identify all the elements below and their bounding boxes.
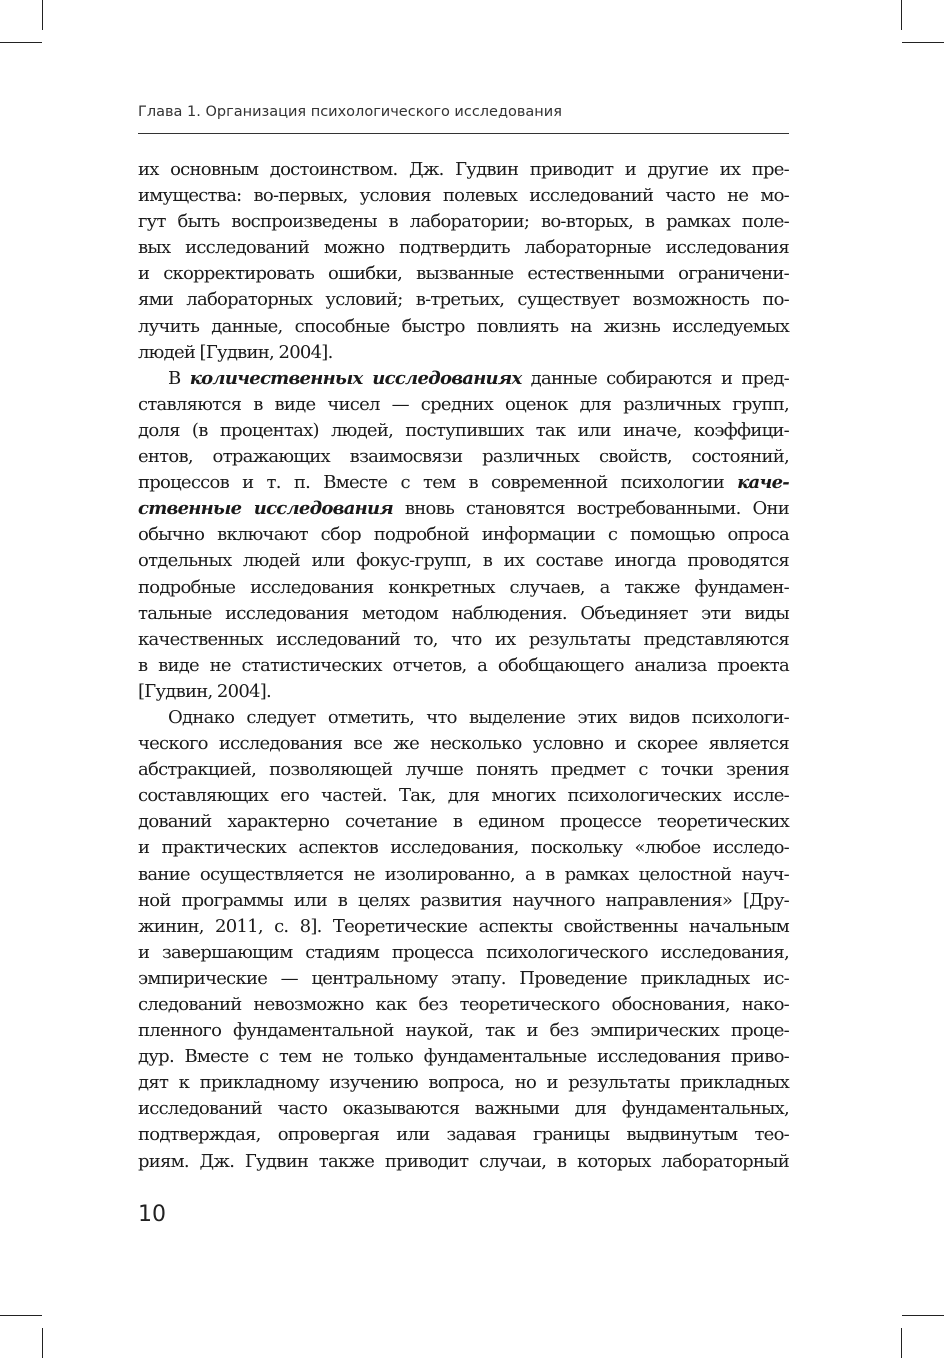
text-line: дований характерно сочетание в едином процессе теоретических <box>138 811 789 833</box>
text-line: и практических аспектов исследования, поскольку «любое исследо- <box>138 837 789 859</box>
body-text <box>138 157 789 1175</box>
text-line: подтверждая, опровергая или задавая границы выдвинутым тео- <box>138 1124 789 1146</box>
text-line: имущества: во-первых, условия полевых исследований часто не мо- <box>138 185 789 207</box>
text-line: вание осуществляется не изолированно, а в рамках целостной науч- <box>138 863 789 885</box>
paragraph <box>138 366 789 705</box>
text-line: их основным достоинством. Дж. Гудвин приводит и другие их пре- <box>138 159 789 180</box>
text-line: дур. Вместе с тем не только фундаментальные исследования приво- <box>138 1046 789 1068</box>
page-number: 10 <box>138 1202 166 1227</box>
text-line: ями лабораторных условий; в-третьих, существует возможность по- <box>138 289 789 311</box>
text-line: отдельных людей или фокус-групп, в их составе иногда проводятся <box>138 550 789 572</box>
text-line: Однако следует отметить, что выделение этих видов психологи- <box>168 706 789 728</box>
crop-mark-bottom-left-h <box>0 1315 42 1316</box>
text-line: и завершающим стадиям процесса психологического исследования, <box>138 941 789 963</box>
text-line: качественных исследований то, что их результаты представляются <box>138 628 789 650</box>
text-line: подробные исследования конкретных случаев, а также фундамен- <box>138 576 789 598</box>
crop-mark-bottom-left-v <box>42 1328 43 1358</box>
text-line: доля (в процентах) людей, поступивших так или иначе, коэффици- <box>138 419 789 441</box>
text-line: эмпирические — центральному этапу. Проведение прикладных ис- <box>138 967 789 989</box>
text-line: вых исследований можно подтвердить лабораторные исследования <box>138 237 789 259</box>
running-head: Глава 1. Организация психологического исследования <box>138 104 562 120</box>
text-line: ной программы или в целях развития научного направления» [Дру- <box>138 889 789 911</box>
text-line <box>138 470 789 496</box>
text-line: людей [Гудвин, 2004]. <box>138 341 333 363</box>
paragraph <box>138 705 789 1175</box>
text-line: абстракцией, позволяющей лучше понять предмет с точки зрения <box>138 759 789 781</box>
text-line: составляющих его частей. Так, для многих психологических иссле- <box>138 785 789 807</box>
text-line: следований невозможно как без теоретического обоснования, нако- <box>138 994 789 1015</box>
text-line: обычно включают сбор подробной информации с помощью опроса <box>138 524 789 546</box>
emphasized-term: каче- <box>737 472 789 494</box>
text-line: дят к прикладному изучению вопроса, но и результаты прикладных <box>138 1072 789 1094</box>
text-line: ческого исследования все же несколько условно и скорее является <box>138 733 789 755</box>
paragraph <box>138 157 789 366</box>
crop-mark-top-right-h <box>902 42 944 43</box>
crop-mark-top-left-v <box>42 0 43 30</box>
text-line: ставляются в виде чисел — средних оценок для различных групп, <box>138 393 789 415</box>
text-line: [Гудвин, 2004]. <box>138 680 271 702</box>
text-line: гут быть воспроизведены в лаборатории; во-вторых, в рамках поле- <box>138 211 789 233</box>
text-line <box>138 366 789 392</box>
text-line: ентов, отражающих взаимосвязи различных свойств, состояний, <box>138 446 789 468</box>
crop-mark-top-right-v <box>901 0 902 30</box>
header-rule <box>138 133 789 134</box>
text-run: данные собираются и пред- <box>521 367 790 389</box>
text-line: тальные исследования методом наблюдения. Объединяет эти виды <box>138 602 789 624</box>
text-line: исследований часто оказываются важными для фундаментальных, <box>138 1098 789 1120</box>
emphasized-term: количественных исследованиях <box>189 367 522 389</box>
crop-mark-bottom-right-v <box>901 1328 902 1358</box>
text-line: жинин, 2011, с. 8]. Теоретические аспекты свойственны начальным <box>138 915 789 937</box>
text-run: вновь становятся востребованными. Они <box>392 498 790 520</box>
crop-mark-bottom-right-h <box>902 1315 944 1316</box>
text-line: в виде не статистических отчетов, а обобщающего анализа проекта <box>138 654 789 676</box>
text-run: В <box>168 367 190 389</box>
text-line <box>138 496 789 522</box>
text-line: пленного фундаментальной наукой, так и без эмпирических проце- <box>138 1020 789 1042</box>
text-line: лучить данные, способные быстро повлиять на жизнь исследуемых <box>138 315 789 337</box>
crop-mark-top-left-h <box>0 42 42 43</box>
text-line: и скорректировать ошибки, вызванные естественными ограничени- <box>138 263 789 285</box>
text-run: процессов и т. п. Вместе с тем в современной психологии <box>138 472 738 494</box>
text-line: риям. Дж. Гудвин также приводит случаи, в которых лабораторный <box>138 1150 789 1172</box>
emphasized-term: ственные исследования <box>138 498 393 520</box>
